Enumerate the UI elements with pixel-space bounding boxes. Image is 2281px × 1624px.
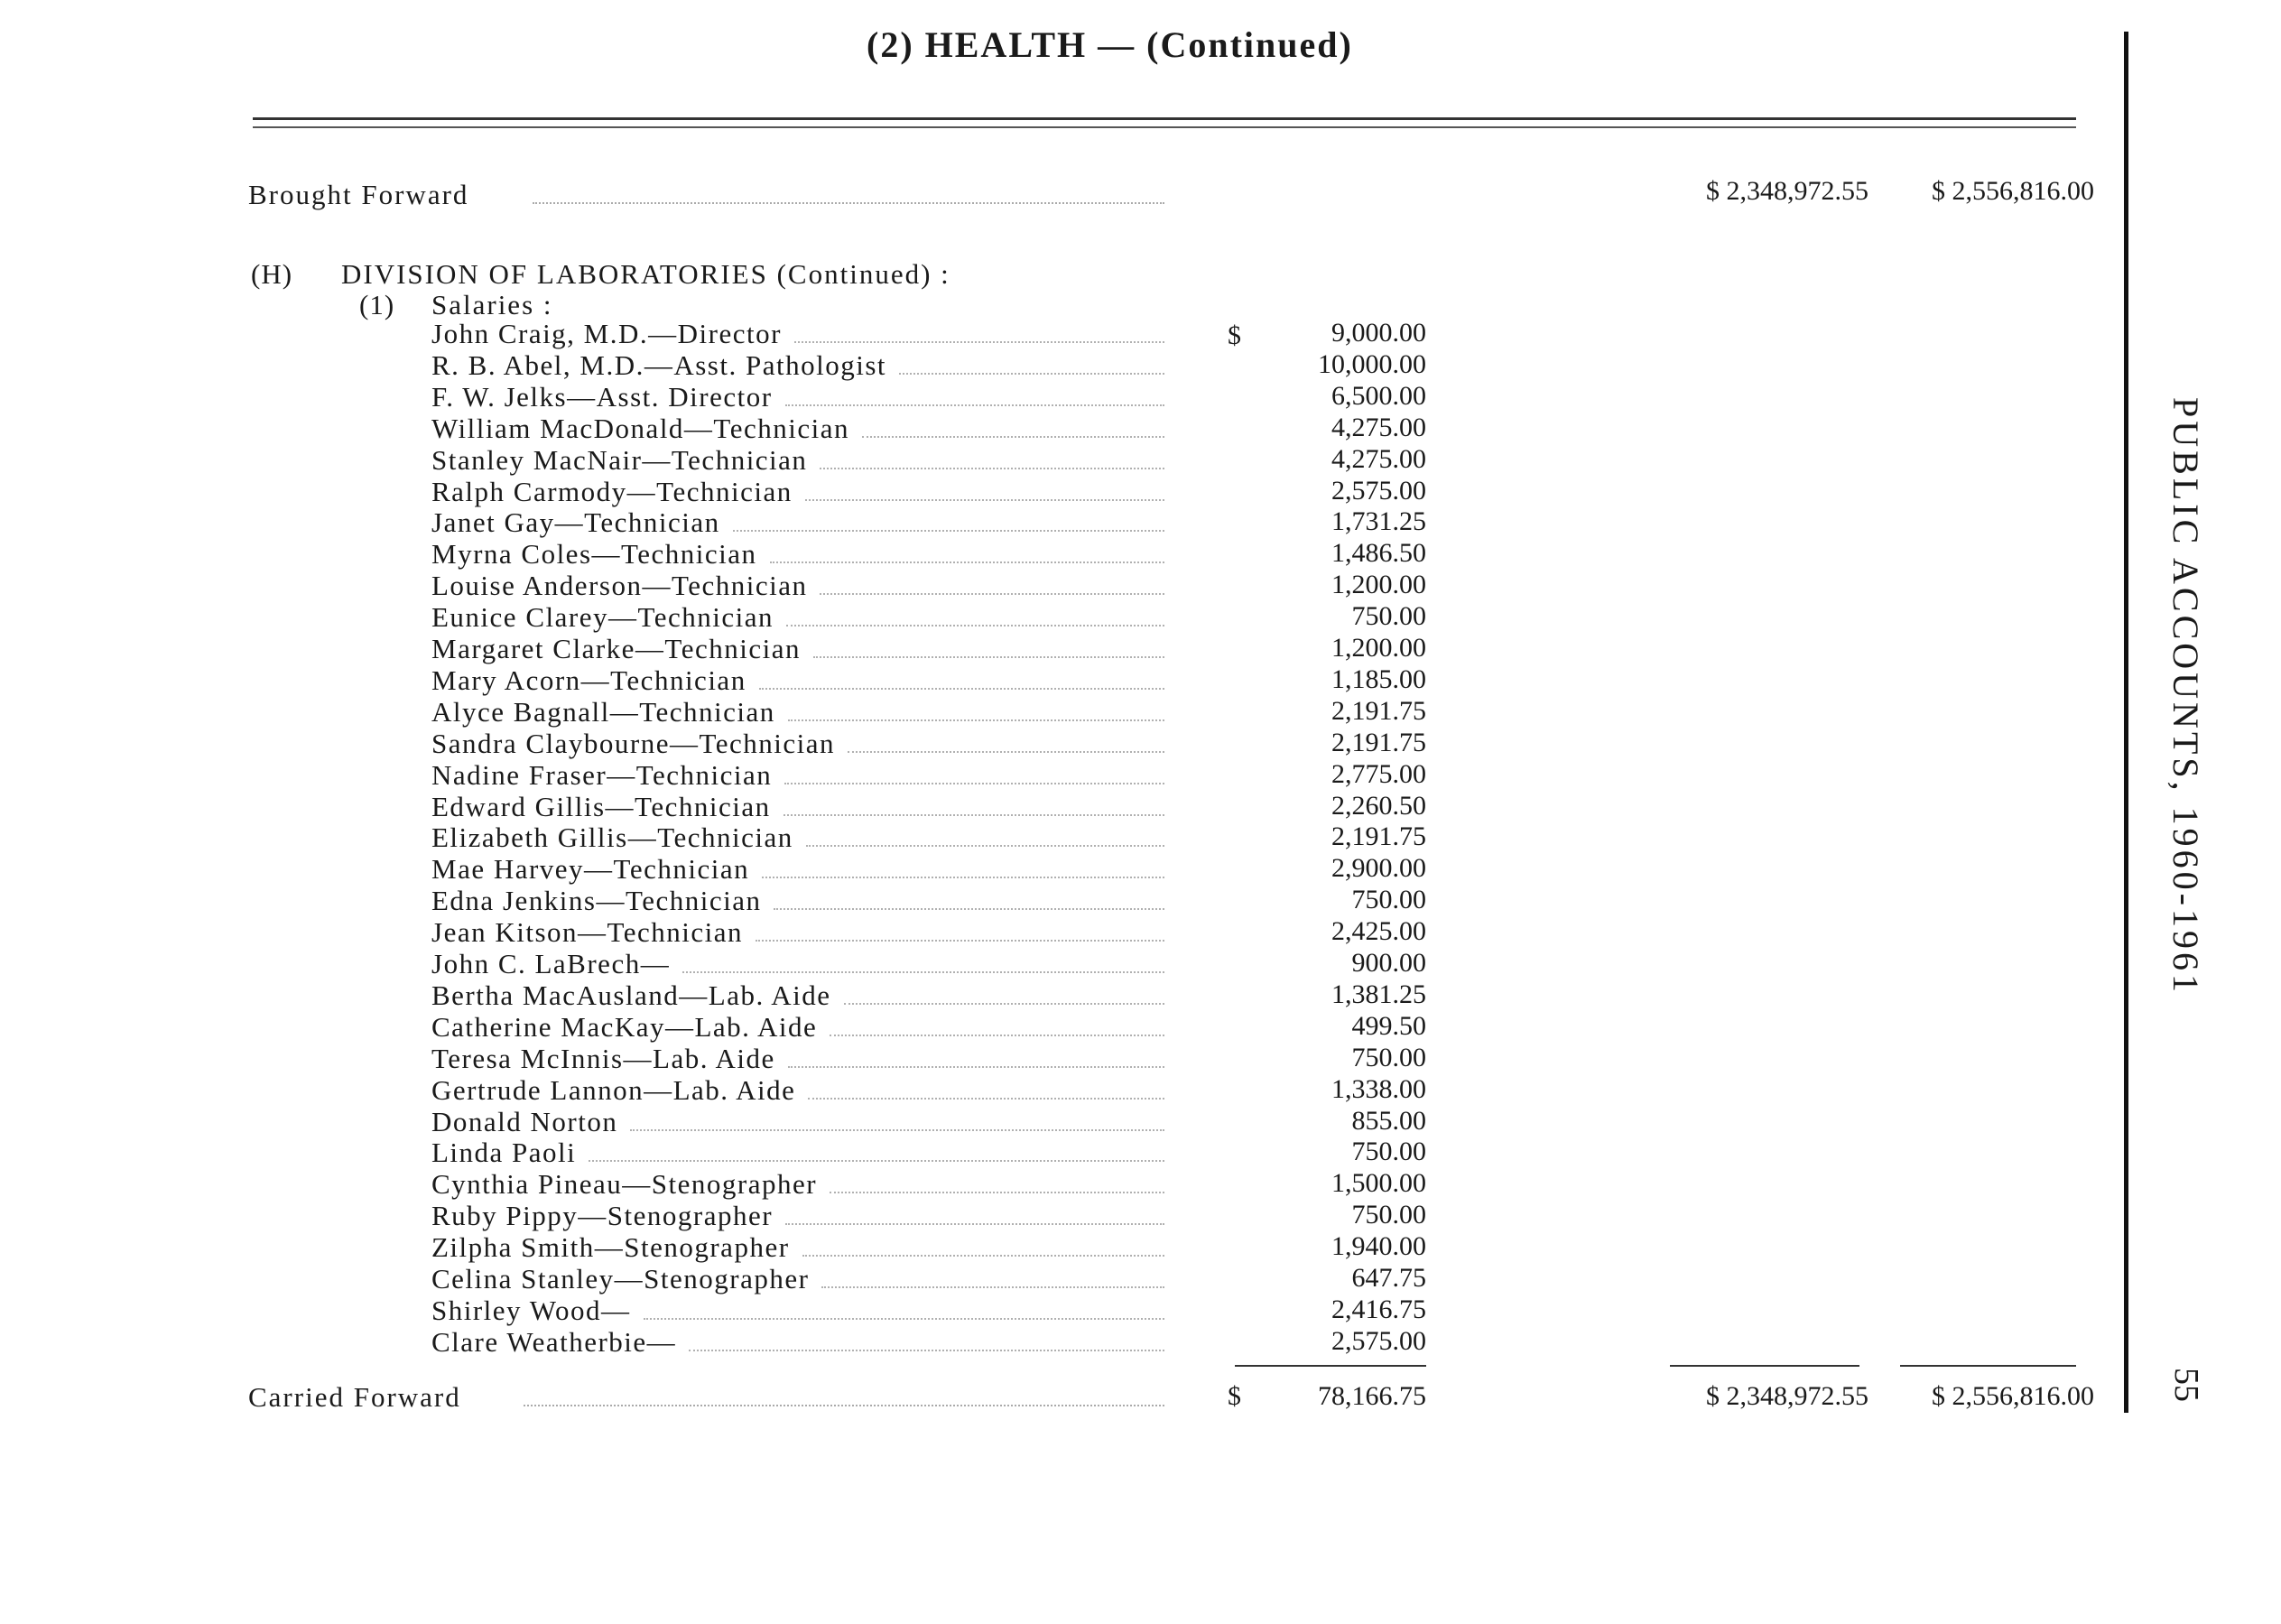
salary-row-amount: 2,191.75 bbox=[1331, 821, 1426, 852]
salary-row-amount: 1,500.00 bbox=[1331, 1168, 1426, 1199]
salary-row-name: Shirley Wood— bbox=[431, 1294, 631, 1326]
salary-row-leader bbox=[788, 719, 1164, 721]
salary-row-amount: 855.00 bbox=[1351, 1105, 1426, 1136]
salary-row-leader bbox=[820, 593, 1164, 595]
salary-row-amount: 750.00 bbox=[1351, 885, 1426, 915]
salary-row-name: Edward Gillis—Technician bbox=[431, 790, 771, 822]
salary-row-leader bbox=[844, 1003, 1164, 1005]
salary-row-amount: 4,275.00 bbox=[1331, 412, 1426, 442]
salary-row-name: William MacDonald—Technician bbox=[431, 412, 849, 444]
salary-row-name: Janet Gay—Technician bbox=[431, 506, 720, 539]
salary-row-name: Zilpha Smith—Stenographer bbox=[431, 1231, 790, 1264]
brought-forward-col4: $ 2,556,816.00 bbox=[1932, 176, 2094, 206]
salary-row-leader bbox=[630, 1129, 1164, 1131]
salary-row-name: John C. LaBrech— bbox=[431, 948, 671, 979]
salary-row-leader bbox=[785, 1223, 1164, 1225]
carried-forward-leader bbox=[524, 1405, 1164, 1406]
salary-row-name: Donald Norton bbox=[431, 1105, 618, 1137]
salary-row-amount: 9,000.00 bbox=[1331, 318, 1426, 348]
salary-row-amount: 2,900.00 bbox=[1331, 853, 1426, 884]
header-rule bbox=[253, 117, 2076, 120]
salary-row-leader bbox=[762, 877, 1164, 878]
section-title: DIVISION OF LABORATORIES (Continued) : bbox=[341, 258, 950, 290]
salary-row-leader bbox=[788, 1066, 1164, 1068]
salary-row-leader bbox=[821, 1286, 1164, 1288]
salary-row-leader bbox=[805, 499, 1164, 501]
salary-row-leader bbox=[770, 561, 1164, 563]
salary-row-leader bbox=[759, 688, 1164, 690]
page-title: (2) HEALTH — (Continued) bbox=[867, 24, 1353, 65]
salary-row-name: Clare Weatherbie— bbox=[431, 1325, 677, 1358]
salary-row-name: Bertha MacAusland—Lab. Aide bbox=[431, 979, 831, 1011]
salary-row-amount: 750.00 bbox=[1351, 1042, 1426, 1072]
salary-row-amount: 2,191.75 bbox=[1331, 727, 1426, 757]
salary-row-amount: 6,500.00 bbox=[1331, 380, 1426, 411]
salary-row-leader bbox=[784, 814, 1164, 816]
salary-row-leader bbox=[899, 373, 1164, 375]
salary-row-name: Cynthia Pineau—Stenographer bbox=[431, 1168, 818, 1201]
salary-row-name: John Craig, M.D.—Director bbox=[431, 318, 782, 349]
salary-row-amount: 900.00 bbox=[1351, 948, 1426, 978]
carried-forward-col3: $ 2,348,972.55 bbox=[1706, 1381, 1868, 1411]
salary-row-name: Elizabeth Gillis—Technician bbox=[431, 821, 793, 854]
salary-row-amount: 1,338.00 bbox=[1331, 1073, 1426, 1104]
salary-row-name: F. W. Jelks—Asst. Director bbox=[431, 380, 773, 413]
subsection-number: (1) bbox=[359, 289, 395, 320]
carried-forward-col4: $ 2,556,816.00 bbox=[1932, 1381, 2094, 1411]
salary-row-leader bbox=[784, 783, 1164, 784]
salary-row-amount: 2,425.00 bbox=[1331, 916, 1426, 947]
salary-row-name: Celina Stanley—Stenographer bbox=[431, 1263, 810, 1295]
salary-row-amount: 2,191.75 bbox=[1331, 695, 1426, 726]
brought-forward-col3: $ 2,348,972.55 bbox=[1706, 176, 1868, 206]
salary-row-leader bbox=[689, 1350, 1164, 1351]
col3-total-rule bbox=[1670, 1365, 1859, 1367]
salary-row-leader bbox=[862, 436, 1164, 438]
salary-row-name: Stanley MacNair—Technician bbox=[431, 443, 808, 476]
salary-row-name: Nadine Fraser—Technician bbox=[431, 758, 773, 791]
salary-row-name: Mae Harvey—Technician bbox=[431, 853, 750, 886]
salary-row-name: Alyce Bagnall—Technician bbox=[431, 695, 775, 728]
salary-row-amount: 750.00 bbox=[1351, 601, 1426, 632]
salary-row-amount: 1,731.25 bbox=[1331, 506, 1426, 537]
header-rule-secondary bbox=[253, 126, 2076, 128]
subsection-title: Salaries : bbox=[431, 289, 553, 320]
col4-total-rule bbox=[1900, 1365, 2076, 1367]
salary-row-name: Eunice Clarey—Technician bbox=[431, 601, 774, 634]
salary-row-name: Myrna Coles—Technician bbox=[431, 538, 757, 571]
salary-row-name: Jean Kitson—Technician bbox=[431, 916, 744, 949]
salary-row-amount: 1,486.50 bbox=[1331, 538, 1426, 569]
salary-row-amount: 2,260.50 bbox=[1331, 790, 1426, 821]
salary-row-amount: 499.50 bbox=[1351, 1010, 1426, 1041]
salary-row-amount: 1,200.00 bbox=[1331, 570, 1426, 600]
salary-row-leader bbox=[806, 845, 1164, 847]
salary-row-name: Louise Anderson—Technician bbox=[431, 570, 808, 602]
salary-row-leader bbox=[785, 404, 1164, 406]
salary-row-name: Gertrude Lannon—Lab. Aide bbox=[431, 1073, 796, 1106]
salary-row-leader bbox=[830, 1035, 1164, 1036]
salary-row-leader bbox=[830, 1192, 1164, 1193]
salary-row-amount: 1,185.00 bbox=[1331, 664, 1426, 694]
salary-row-leader bbox=[848, 751, 1164, 753]
salary-row-leader bbox=[589, 1160, 1164, 1162]
salary-row-name: Ralph Carmody—Technician bbox=[431, 475, 793, 507]
salary-row-amount: 2,575.00 bbox=[1331, 1325, 1426, 1356]
page-number: 55 bbox=[2167, 1368, 2205, 1402]
margin-rule bbox=[2124, 32, 2128, 1413]
carried-forward-currency: $ bbox=[1228, 1381, 1241, 1411]
side-title: PUBLIC ACCOUNTS, 1960-1961 bbox=[2165, 397, 2206, 996]
salary-row-amount: 750.00 bbox=[1351, 1200, 1426, 1230]
salary-row-name: R. B. Abel, M.D.—Asst. Pathologist bbox=[431, 348, 886, 381]
brought-forward-label: Brought Forward bbox=[248, 179, 469, 210]
salary-row-leader bbox=[774, 908, 1164, 910]
section-letter: (H) bbox=[251, 258, 293, 290]
salary-row-amount: 2,416.75 bbox=[1331, 1294, 1426, 1324]
salary-row-amount: 750.00 bbox=[1351, 1137, 1426, 1167]
salary-row-amount: 2,575.00 bbox=[1331, 475, 1426, 506]
salary-row-leader bbox=[786, 625, 1164, 626]
salary-row-amount: 4,275.00 bbox=[1331, 443, 1426, 474]
salary-row-amount: 2,775.00 bbox=[1331, 758, 1426, 789]
salary-row-name: Mary Acorn—Technician bbox=[431, 664, 746, 696]
salary-row-leader bbox=[756, 940, 1164, 942]
salary-row-amount: 1,200.00 bbox=[1331, 633, 1426, 663]
salary-row-name: Catherine MacKay—Lab. Aide bbox=[431, 1010, 818, 1043]
salary-row-leader bbox=[644, 1318, 1164, 1320]
brought-forward-leader bbox=[533, 202, 1164, 204]
salary-row-name: Linda Paoli bbox=[431, 1137, 577, 1169]
salary-row-amount: 10,000.00 bbox=[1318, 348, 1426, 379]
salary-row-leader bbox=[820, 468, 1164, 469]
salary-row-amount: 647.75 bbox=[1351, 1263, 1426, 1293]
carried-forward-label: Carried Forward bbox=[248, 1381, 461, 1413]
salary-row-leader bbox=[813, 656, 1164, 658]
subtotal-rule bbox=[1235, 1365, 1426, 1367]
currency-symbol: $ bbox=[1228, 320, 1241, 350]
salary-row-name: Teresa McInnis—Lab. Aide bbox=[431, 1042, 775, 1074]
salary-row-name: Sandra Claybourne—Technician bbox=[431, 727, 835, 759]
salary-row-amount: 1,940.00 bbox=[1331, 1231, 1426, 1262]
salary-row-leader bbox=[733, 530, 1164, 532]
carried-forward-subtotal: 78,166.75 bbox=[1318, 1381, 1426, 1411]
salary-row-leader bbox=[794, 341, 1164, 343]
salary-row-name: Ruby Pippy—Stenographer bbox=[431, 1200, 774, 1232]
salary-row-name: Edna Jenkins—Technician bbox=[431, 885, 762, 917]
salary-row-leader bbox=[808, 1098, 1164, 1100]
salary-row-leader bbox=[682, 971, 1164, 973]
salary-row-amount: 1,381.25 bbox=[1331, 979, 1426, 1009]
salary-row-leader bbox=[802, 1255, 1164, 1257]
salary-row-name: Margaret Clarke—Technician bbox=[431, 633, 801, 664]
